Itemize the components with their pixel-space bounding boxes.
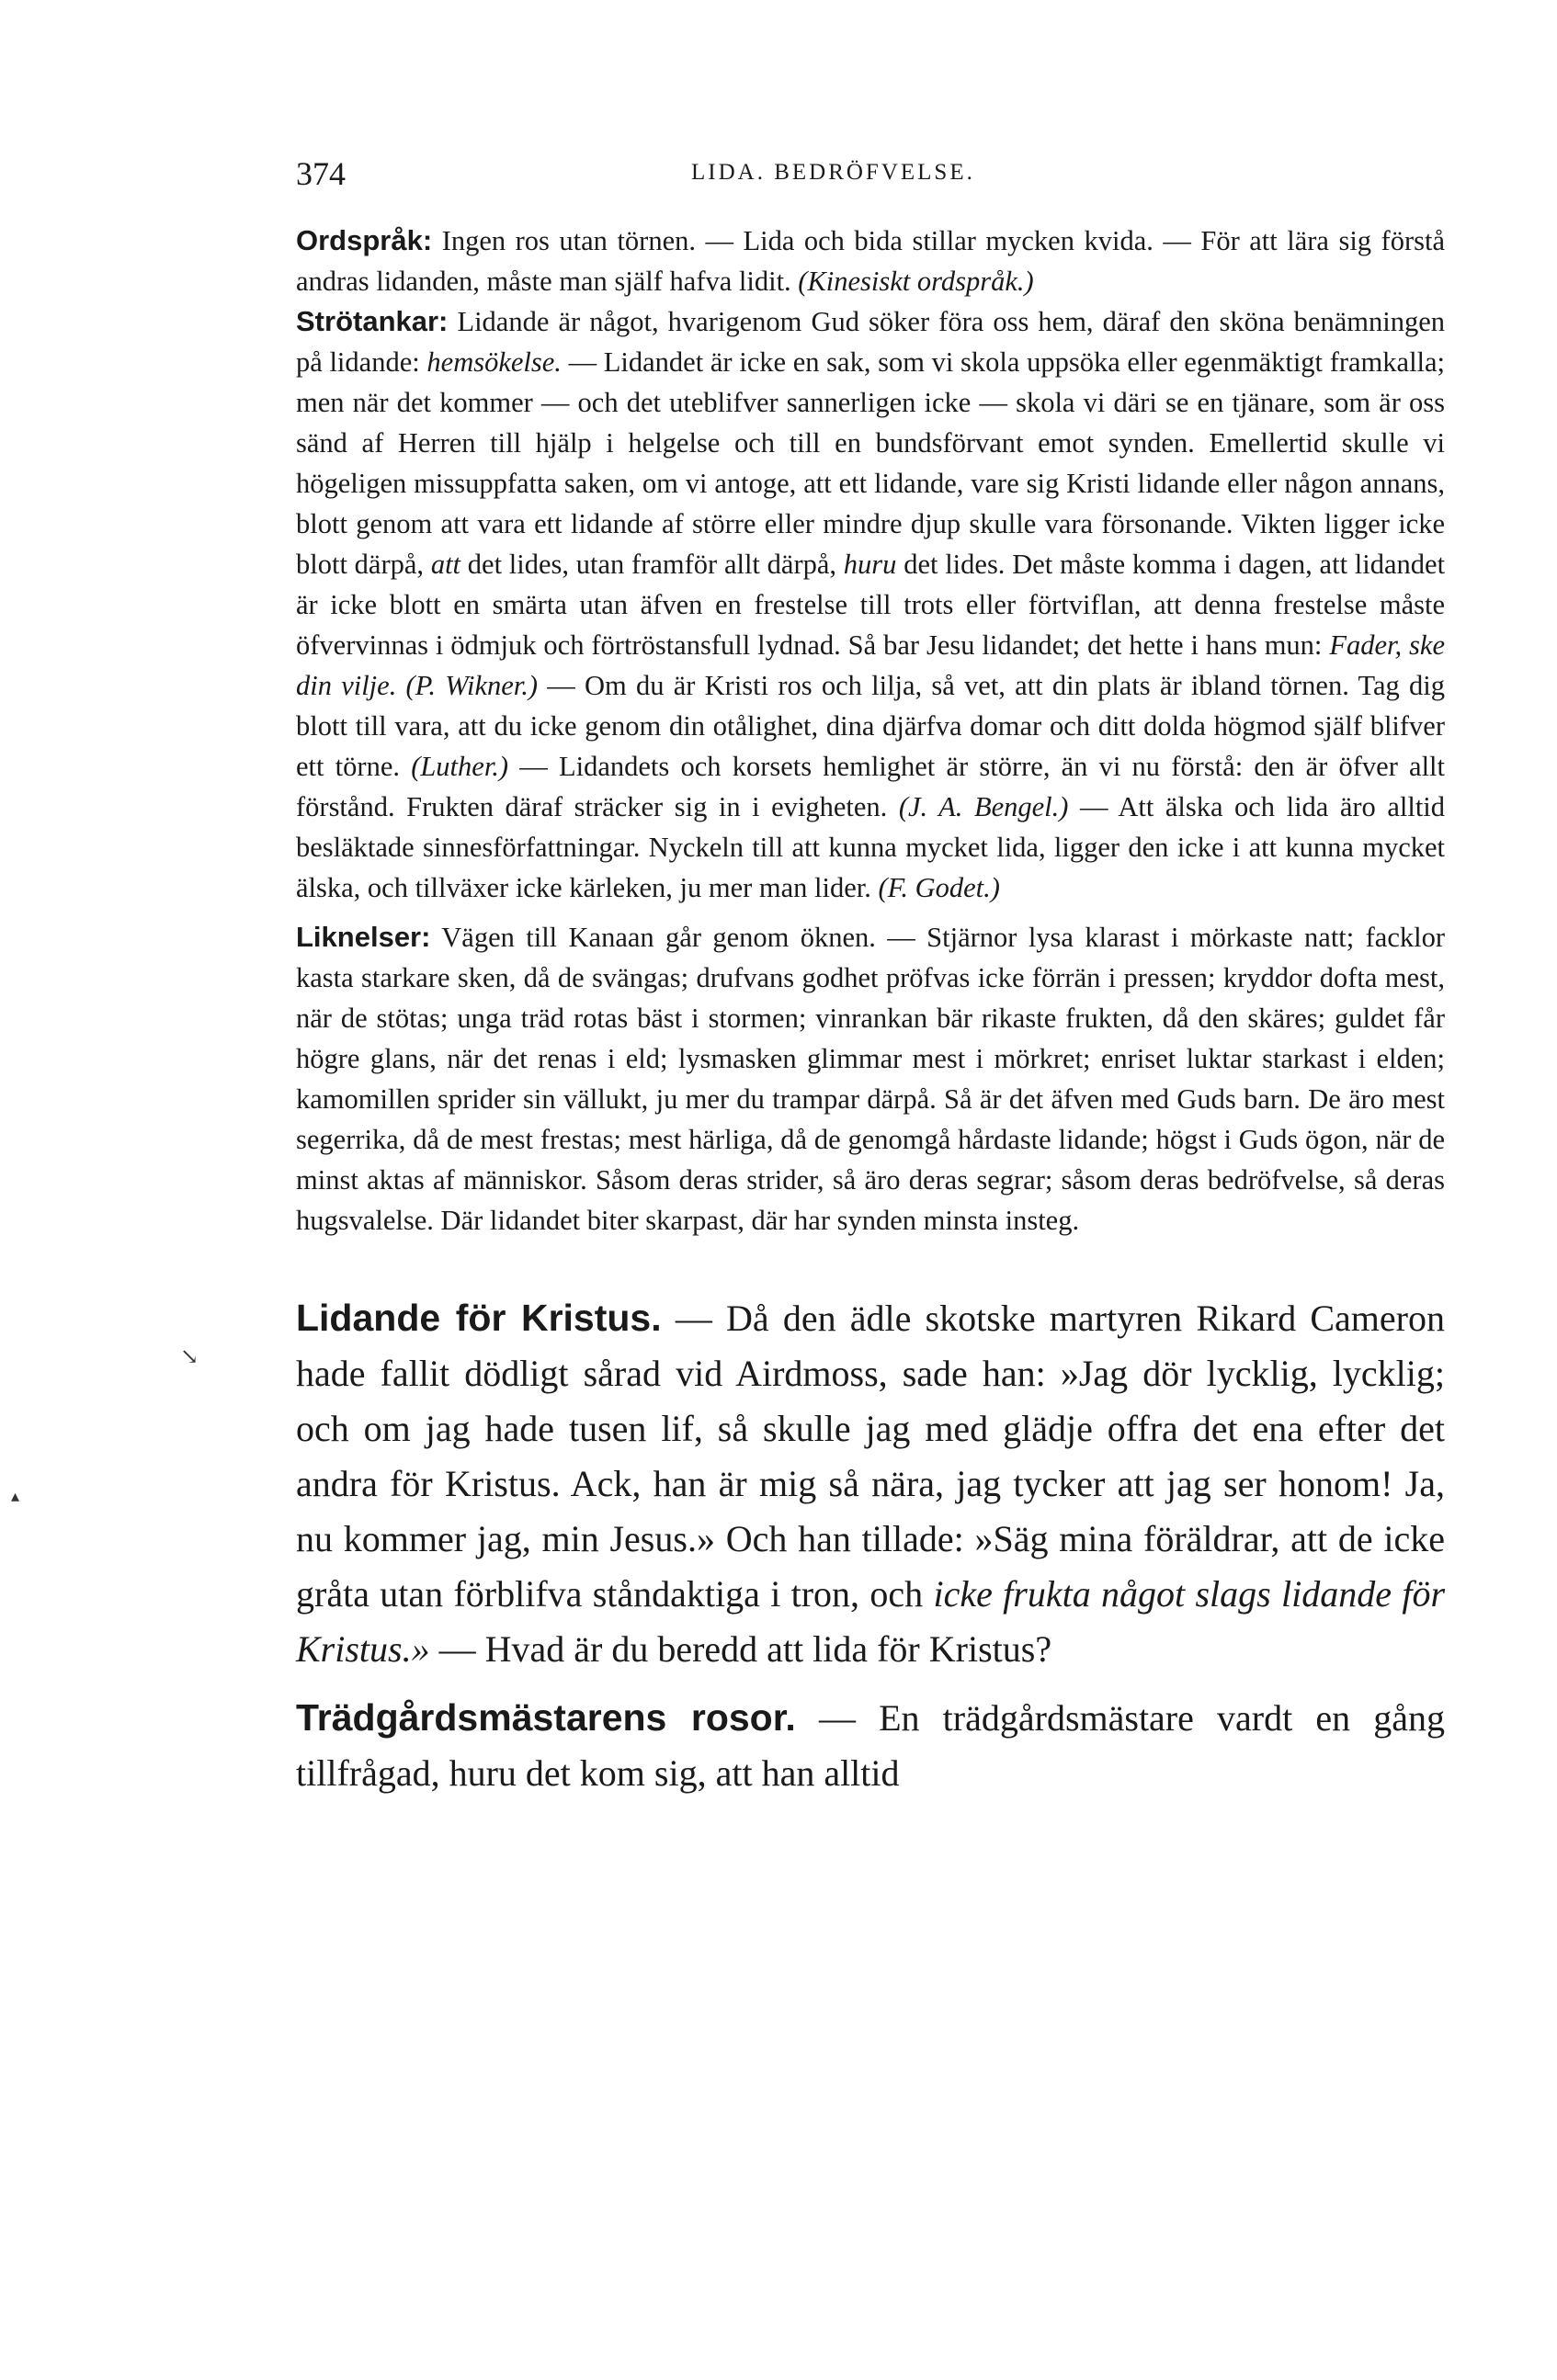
section-label-lidande-for-kristus: Lidande för Kristus. (296, 1297, 662, 1339)
strotankar-text-3: det lides, utan framför allt därpå, (467, 549, 837, 580)
strotankar-text-1: Lidande är något, hvarigenom Gud söker föra oss hem, däraf den sköna benämningen på lidande: (296, 306, 1445, 378)
section-label-strotankar: Strötankar: (296, 305, 449, 337)
lidande-kristus-em: icke frukta något slags lidande för Kristus.» (296, 1573, 1446, 1670)
strotankar-em-6: (J. A. Bengel.) (898, 791, 1069, 822)
strotankar-em-1: hemsökelse. (426, 346, 562, 378)
rosor-text: — En trädgårdsmästare vardt en gång tillfrågad, huru det kom sig, att han alltid (296, 1697, 1445, 1794)
ordsprak-text: Ingen ros utan törnen. — Lida och bida stillar mycken kvida. — För att lära sig förstå andras lidanden, måste man själf hafva lidit. (296, 225, 1445, 297)
section-liknelser (296, 917, 1445, 1241)
strotankar-em-4: Fader, ske din vilje. (P. Wikner.) (296, 629, 1445, 701)
strotankar-text-2: — Lidandet är icke en sak, som vi skola uppsöka eller egenmäktigt framkalla; men när det kommer — och det uteblifver sannerligen icke — skola vi däri se en tjänare, som är oss sänd af Herren till hjälp i helgelse och till en bundsförvant emot synden. Emellertid skulle vi högeligen missuppfatta saken, om vi antoge, att ett lidande, vare sig Kristi lidande eller någon annans, blott genom att vara ett lidande af större eller mindre djup skulle vara försonande. Vikten ligger icke blott därpå, (296, 346, 1446, 580)
section-label-ordsprak: Ordspråk: (296, 224, 433, 256)
section-strotankar (296, 301, 1445, 908)
running-head (296, 154, 1445, 191)
strotankar-em-2: att (430, 549, 461, 580)
page-number: 374 (296, 155, 346, 192)
lidande-kristus-tail: — Hvad är du beredd att lida för Kristus? (438, 1628, 1052, 1670)
strotankar-text-4: det lides. Det måste komma i dagen, att lidandet är icke blott en smärta utan äfven en frestelse till trots eller förtviflan, att denna frestelse måste öfvervinnas i ödmjuk och förtröstansfull lydnad. Så bar Jesu lidandet; det hette i hans mun: (296, 549, 1446, 661)
strotankar-em-3: huru (843, 549, 897, 580)
strotankar-text-6: — Lidandets och korsets hemlighet är större, än vi nu förstå: den är öfver allt förstånd. Frukten däraf sträcker sig in i evigheten. (296, 751, 1446, 822)
strotankar-em-7: (F. Godet.) (878, 872, 1000, 903)
strotankar-text-5: — Om du är Kristi ros och lilja, så vet, att din plats är ibland törnen. Tag dig blott till vara, att du icke genom din otålighet, dina djärfva domar och ditt dolda högmod själf blifver ett törne. (296, 670, 1445, 782)
running-title: LIDA. BEDRÖFVELSE. (691, 160, 975, 185)
margin-mark-arrow: ↘ (180, 1345, 199, 1369)
section-tradgardsmastarens-rosor (296, 1690, 1445, 1801)
section-lidande-for-kristus (296, 1290, 1445, 1677)
section-label-liknelser: Liknelser: (296, 921, 431, 953)
ordsprak-source: (Kinesiskt ordspråk.) (798, 266, 1034, 297)
section-label-rosor: Trädgårdsmästarens rosor. (296, 1696, 796, 1739)
strotankar-text-7: — Att älska och lida äro alltid besläktade sinnesförfattningar. Nyckeln till att kunna mycket lida, ligger den icke i att kunna mycket älska, och tillväxer icke kärleken, ju mer man lider. (296, 791, 1446, 903)
lidande-kristus-text: — Då den ädle skotske martyren Rikard Cameron hade fallit dödligt sårad vid Airdmoss, sade han: »Jag dör lycklig, lycklig; och om jag hade tusen lif, så skulle jag med glädje offra det ena efter det andra för Kristus. Ack, han är mig så nära, jag tycker att jag ser honom! Ja, nu kommer jag, min Jesus.» Och han tillade: »Säg mina föräldrar, att de icke gråta utan förblifva ståndaktiga i tron, och (296, 1298, 1445, 1615)
page-content (296, 221, 1445, 1801)
strotankar-em-5: (Luther.) (411, 751, 509, 782)
liknelser-text: Vägen till Kanaan går genom öknen. — Stjärnor lysa klarast i mörkaste natt; facklor kasta starkare sken, då de svängas; drufvans godhet pröfvas icke förrän i pressen; kryddor dofta mest, när de stötas; unga träd rotas bäst i stormen; vinrankan bär rikaste frukten, då den skäres; guldet får högre glans, när det renas i eld; lysmasken glimmar mest i mörkret; enriset luktar starkast i elden; kamomillen sprider sin vällukt, ju mer du trampar därpå. Så är det äfven med Guds barn. De äro mest segerrika, då de mest frestas; mest härliga, då de genomgå hårdaste lidande; högst i Guds ögon, när de minst aktas af människor. Såsom deras strider, så äro deras segrar; såsom deras bedröfvelse, så deras hugsvalelse. Där lidandet biter skarpast, där har synden minsta insteg. (296, 922, 1445, 1236)
section-ordsprak (296, 221, 1445, 301)
margin-mark-dot: ▴ (11, 1487, 20, 1505)
